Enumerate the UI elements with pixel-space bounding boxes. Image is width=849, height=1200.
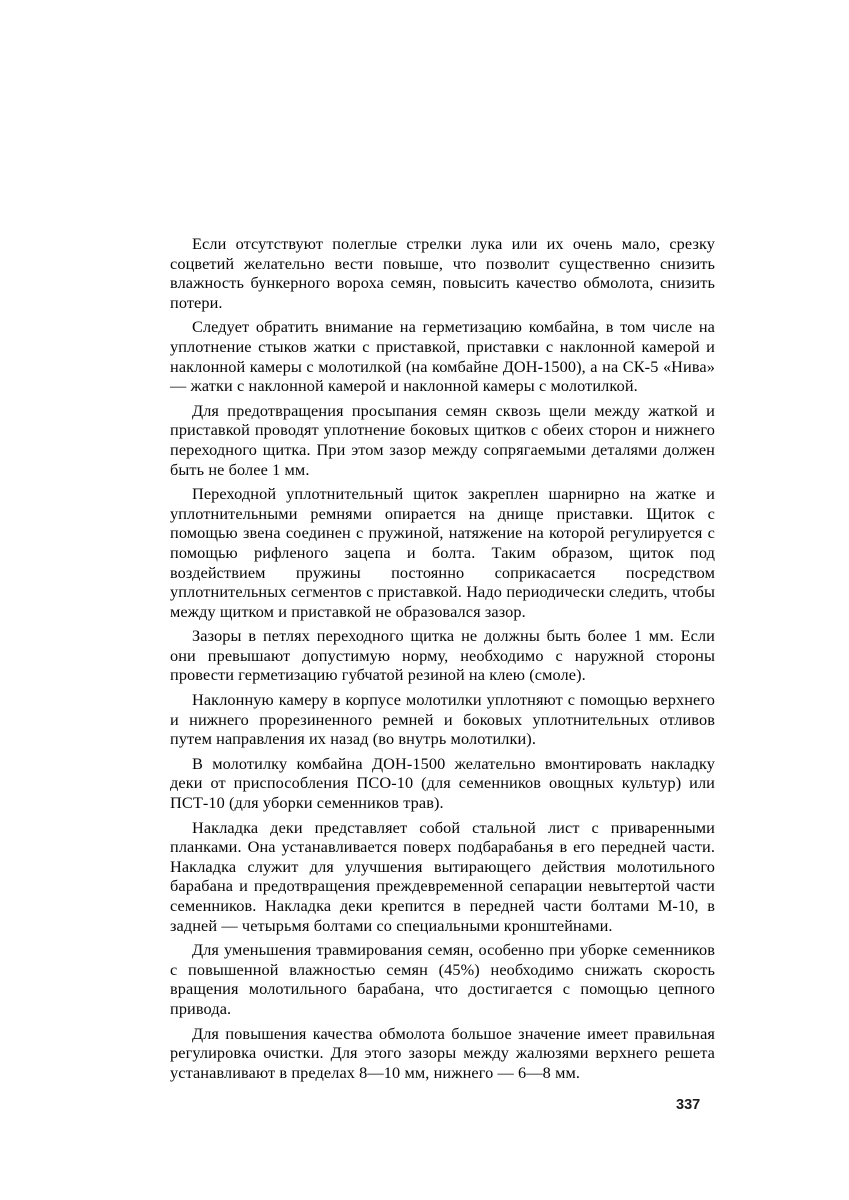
paragraph-9: Для уменьшения травмирования семян, особенно при уборке семенников с повышенной влажностью семян (45%) необходимо снижать скорость вращения молотильного барабана, что достигается с помощью цепного привода. [170,940,715,1018]
paragraph-5: Зазоры в петлях переходного щитка не должны быть более 1 мм. Если они превышают допустимую норму, необходимо с наружной стороны провести герметизацию губчатой резиной на клею (смоле). [170,626,715,685]
paragraph-10: Для повышения качества обмолота большое значение имеет правильная регулировка очистки. Для этого зазоры между жалюзями верхнего решета устанавливают в пределах 8—10 мм, нижнего — 6—8 мм. [170,1023,715,1082]
paragraph-4: Переходной уплотнительный щиток закреплен шарнирно на жатке и уплотнительными ремнями опирается на днище приставки. Щиток с помощью звена соединен с пружиной, натяжение на которой регулируется с помощью рифленого зацепа и болта. Таким образом, щиток под воздействием пружины постоянно соприкасается посредством уплотнительных сегментов с приставкой. Надо периодически следить, чтобы между щитком и приставкой не образовался зазор. [170,484,715,621]
paragraph-7: В молотилку комбайна ДОН-1500 желательно вмонтировать накладку деки от приспособления ПСО-10 (для семенников овощных культур) или ПСТ-10 (для уборки семенников трав). [170,753,715,813]
page-number: 337 [676,1097,701,1113]
paragraph-2: Следует обратить внимание на герметизацию комбайна, в том числе на уплотнение стыков жатки с приставкой, приставки с наклонной камерой и наклонной камеры с молотилкой (на комбайне ДОН-1500), а на СК-5 «Нива» — жатки с наклонной камерой и наклонной камеры с молотилкой. [170,317,715,396]
body-text [170,234,715,1087]
paragraph-3: Для предотвращения просыпания семян сквозь щели между жаткой и приставкой проводят уплотнение боковых щитков с обеих сторон и нижнего переходного щитка. При этом зазор между сопрягаемыми деталями должен быть не более 1 мм. [170,400,715,479]
paragraph-6: Наклонную камеру в корпусе молотилки уплотняют с помощью верхнего и нижнего прорезиненного ремней и боковых уплотнительных отливов путем направления их назад (во внутрь молотилки). [170,690,715,749]
paragraph-1: Если отсутствуют полеглые стрелки лука или их очень мало, срезку соцветий желательно вести повыше, что позволит существенно снизить влажность бункерного вороха семян, повысить качество обмолота, снизить потери. [170,234,715,312]
paragraph-8: Накладка деки представляет собой стальной лист с приваренными планками. Она устанавливается поверх подбарабанья в его передней части. Накладка служит для улучшения вытирающего действия молотильного барабана и предотвращения преждевременной сепарации невытертой части семенников. Накладка деки крепится в передней части болтами М-10, в задней — четырьмя болтами со специальными кронштейнами. [170,817,715,935]
